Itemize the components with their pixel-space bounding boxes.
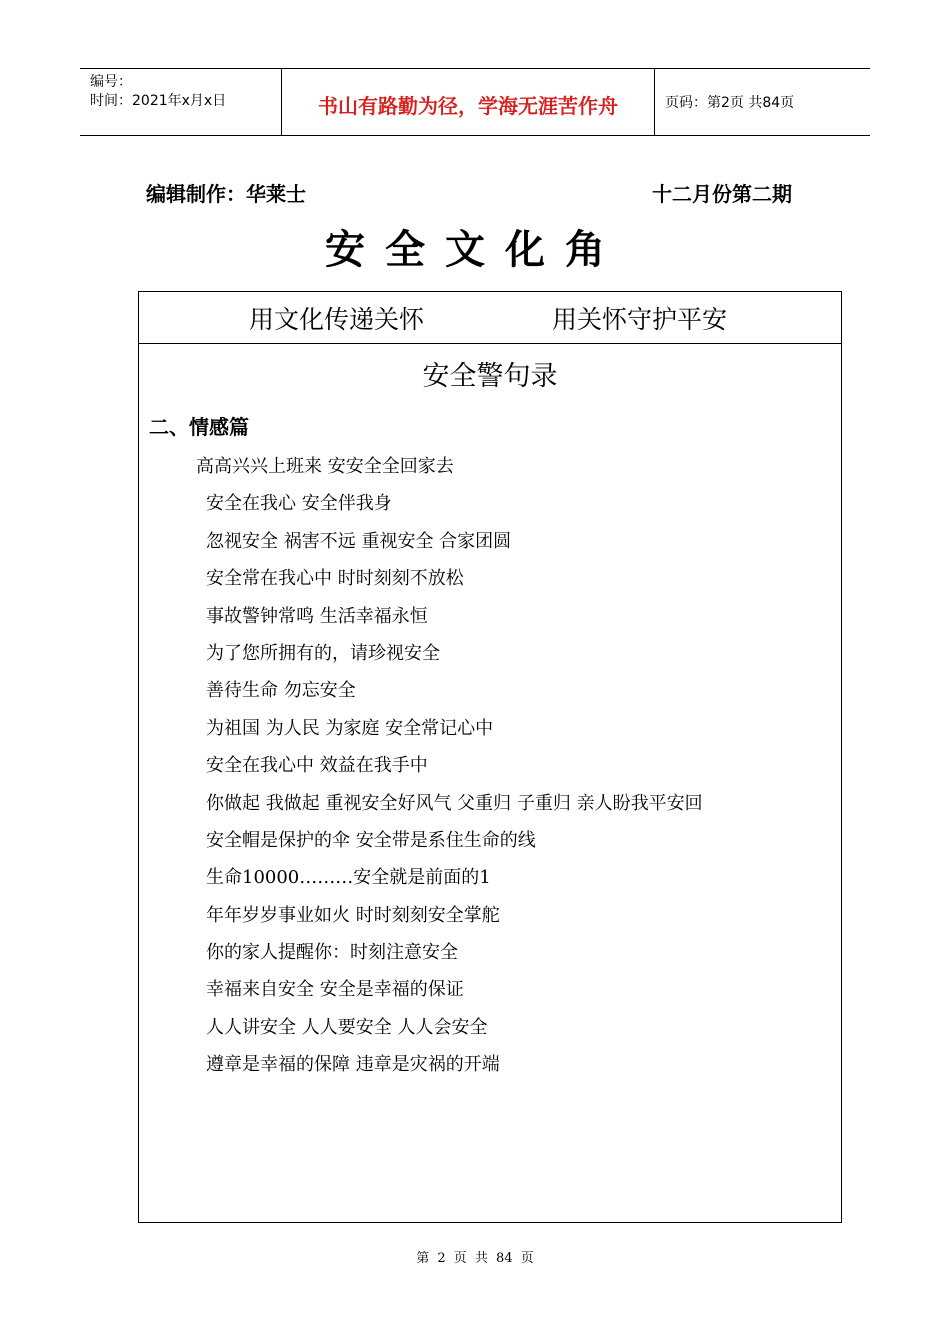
list-item: 你做起 我做起 重视安全好风气 父重归 子重归 亲人盼我平安回 xyxy=(206,792,703,814)
header-page-info: 页码：第2页 共84页 xyxy=(665,95,795,111)
list-item: 安全帽是保护的伞 安全带是系住生命的线 xyxy=(206,829,536,851)
slogan-row xyxy=(139,292,841,344)
list-item: 遵章是幸福的保障 违章是灾祸的开端 xyxy=(206,1054,500,1076)
list-item: 安全在我心 安全伴我身 xyxy=(206,493,392,515)
list-item: 人人讲安全 人人要安全 人人会安全 xyxy=(206,1016,488,1038)
list-item: 为祖国 为人民 为家庭 安全常记心中 xyxy=(206,717,494,739)
list-item: 年年岁岁事业如火 时时刻刻安全掌舵 xyxy=(206,904,500,926)
page-title: 安全文化角 xyxy=(325,227,625,273)
list-item: 你的家人提醒你：时刻注意安全 xyxy=(206,942,458,964)
list-item: 忽视安全 祸害不远 重视安全 合家团圆 xyxy=(206,530,512,552)
slogan-left: 用文化传递关怀 xyxy=(249,304,425,334)
document-number-label: 编号： xyxy=(90,74,132,90)
editor-credit: 编辑制作：华莱士 xyxy=(146,182,306,206)
list-item: 事故警钟常鸣 生活幸福永恒 xyxy=(206,605,428,627)
list-item: 生命10000………安全就是前面的1 xyxy=(206,867,491,889)
slogan-right: 用关怀守护平安 xyxy=(552,304,728,334)
content-box xyxy=(138,291,842,1223)
header-meta-cell xyxy=(80,69,282,135)
list-item: 高高兴兴上班来 安安全全回家去 xyxy=(196,456,454,477)
document-time-label: 时间：2021年x月x日 xyxy=(90,93,227,109)
page-footer: 第 2 页 共 84 页 xyxy=(416,1251,534,1266)
header-motto: 书山有路勤为径，学海无涯苦作舟 xyxy=(282,69,655,135)
list-item: 安全常在我心中 时时刻刻不放松 xyxy=(206,568,464,590)
header-table xyxy=(80,68,870,136)
list-item: 为了您所拥有的，请珍视安全 xyxy=(206,642,440,664)
list-item: 安全在我心中 效益在我手中 xyxy=(206,755,428,777)
editor-line xyxy=(146,178,792,207)
slogan-list xyxy=(196,448,841,1084)
list-item: 善待生命 勿忘安全 xyxy=(206,680,356,702)
section-title: 安全警句录 xyxy=(422,361,558,392)
subsection-heading: 二、情感篇 xyxy=(149,415,249,439)
issue-label: 十二月份第二期 xyxy=(652,182,792,206)
list-item: 幸福来自安全 安全是幸福的保证 xyxy=(206,979,464,1001)
